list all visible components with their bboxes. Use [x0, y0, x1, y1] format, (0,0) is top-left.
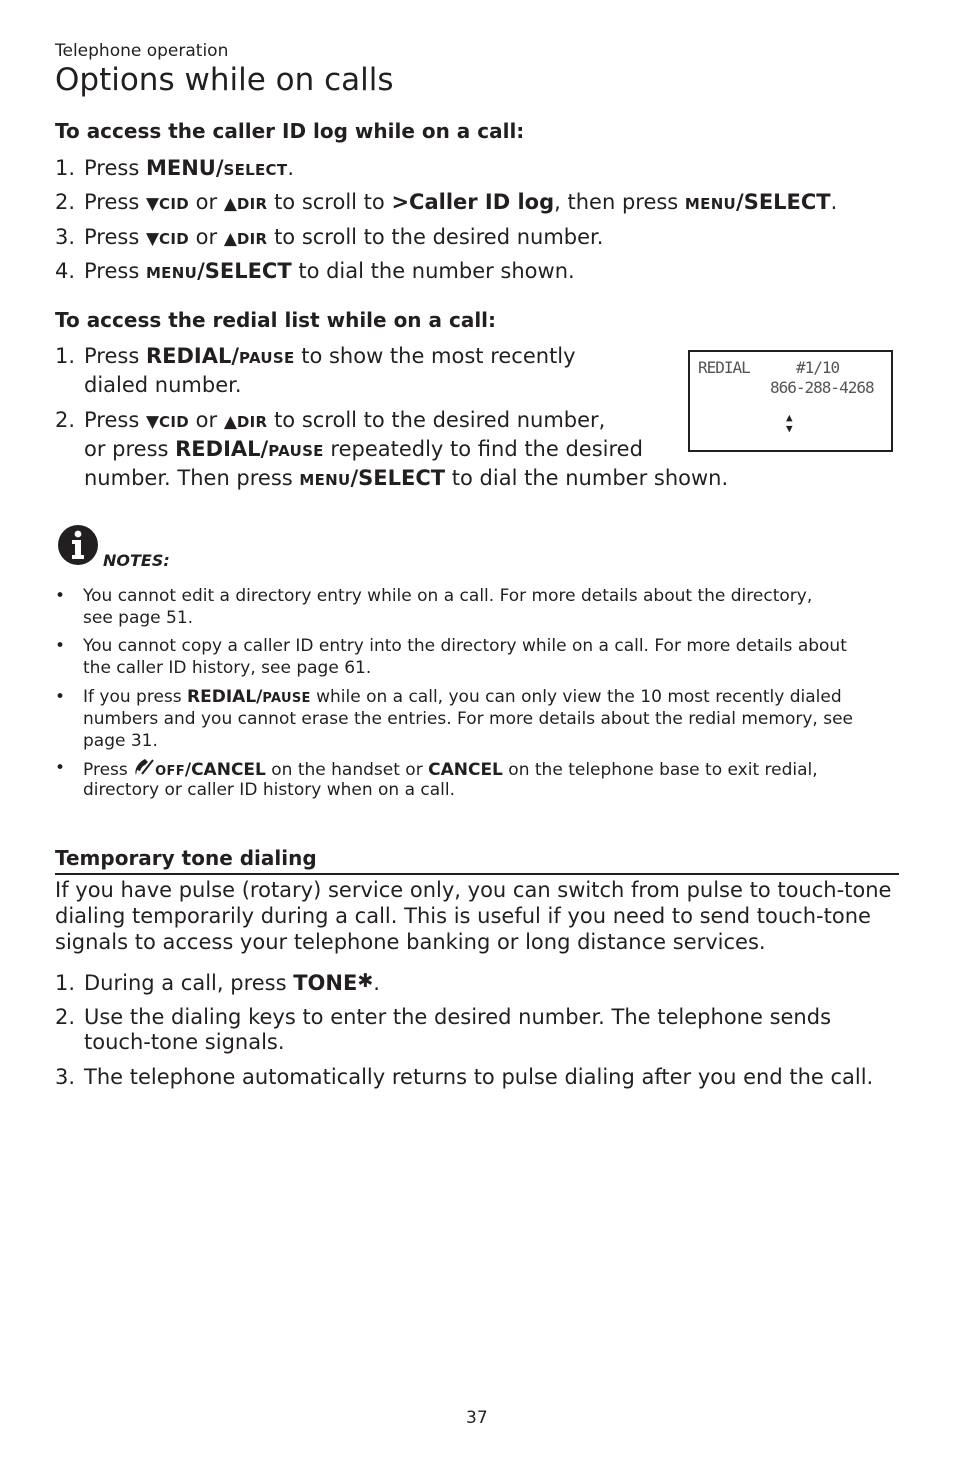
tone-step-2-cont: touch-tone signals. [84, 1030, 285, 1054]
cid-step-4: 4. Press MENU/SELECT to dial the number shown. [55, 259, 575, 283]
lcd-scroll-arrows-icon: ▲ ▼ [786, 411, 793, 435]
tone-step-1: 1. During a call, press TONE✱. [55, 970, 380, 995]
page-number: 37 [466, 1408, 488, 1428]
tone-intro-paragraph: If you have pulse (rotary) service only, you can switch from pulse to touch-tone dialing temporarily during a call. This is useful if you need to send touch-tone signals to access your telephone banking or long distance services. [55, 878, 892, 954]
notes-label: NOTES: [103, 551, 170, 570]
redial-step-1-cont: dialed number. [84, 373, 242, 397]
up-arrow-icon: ▲ [223, 412, 237, 432]
up-arrow-icon: ▲ [223, 229, 237, 249]
note-item: • You cannot edit a directory entry while on a call. For more details about the directory, see page 51. [55, 586, 813, 628]
redial-step-2: 2. Press ▼CID or ▲DIR to scroll to the desired number, [55, 408, 606, 432]
cid-step-1: 1. Press MENU/SELECT. [55, 156, 295, 180]
redial-step-2-line2: or press REDIAL/PAUSE repeatedly to find the desired [84, 437, 643, 461]
redial-heading: To access the redial list while on a call: [55, 308, 497, 332]
info-icon [57, 524, 99, 566]
cid-heading: To access the caller ID log while on a call: [55, 119, 525, 143]
down-arrow-icon: ▼ [145, 194, 160, 214]
handset-lcd-display [688, 350, 893, 452]
phone-off-icon [133, 757, 155, 777]
up-arrow-icon: ▲ [223, 194, 237, 214]
tone-step-2: 2. Use the dialing keys to enter the desired number. The telephone sends [55, 1005, 832, 1029]
tone-heading: Temporary tone dialing [55, 846, 317, 870]
note-item: • You cannot copy a caller ID entry into the directory while on a call. For more details about the caller ID history, see page 61. [55, 636, 847, 678]
tone-step-3: 3. The telephone automatically returns to pulse dialing after you end the call. [55, 1065, 874, 1089]
lcd-phone-number: 866-288-4268 [770, 378, 874, 397]
note-item: • If you press REDIAL/PAUSE while on a call, you can only view the 10 most recently dialed numbers and you cannot erase the entries. For more details about the redial memory, see page 31. [55, 687, 853, 751]
down-arrow-icon: ▼ [145, 412, 160, 432]
note-item: • Press OFF/CANCEL on the handset or CANCEL on the telephone base to exit redial, directory or caller ID history when on a call. [55, 758, 818, 800]
redial-step-1: 1. Press REDIAL/PAUSE to show the most recently [55, 344, 576, 368]
page-title: Options while on calls [55, 62, 394, 98]
lcd-entry-index: #1/10 [796, 358, 840, 377]
section-kicker: Telephone operation [55, 41, 229, 61]
cid-step-3: 3. Press ▼CID or ▲DIR to scroll to the desired number. [55, 225, 604, 249]
tone-star-icon: ✱ [357, 970, 374, 992]
section-rule [55, 873, 899, 875]
cid-step-2: 2. Press ▼CID or ▲DIR to scroll to >Caller ID log, then press MENU/SELECT. [55, 190, 838, 214]
lcd-redial-label: REDIAL [698, 358, 750, 377]
down-arrow-icon: ▼ [145, 229, 160, 249]
redial-step-2-line3: number. Then press MENU/SELECT to dial the number shown. [84, 466, 729, 490]
